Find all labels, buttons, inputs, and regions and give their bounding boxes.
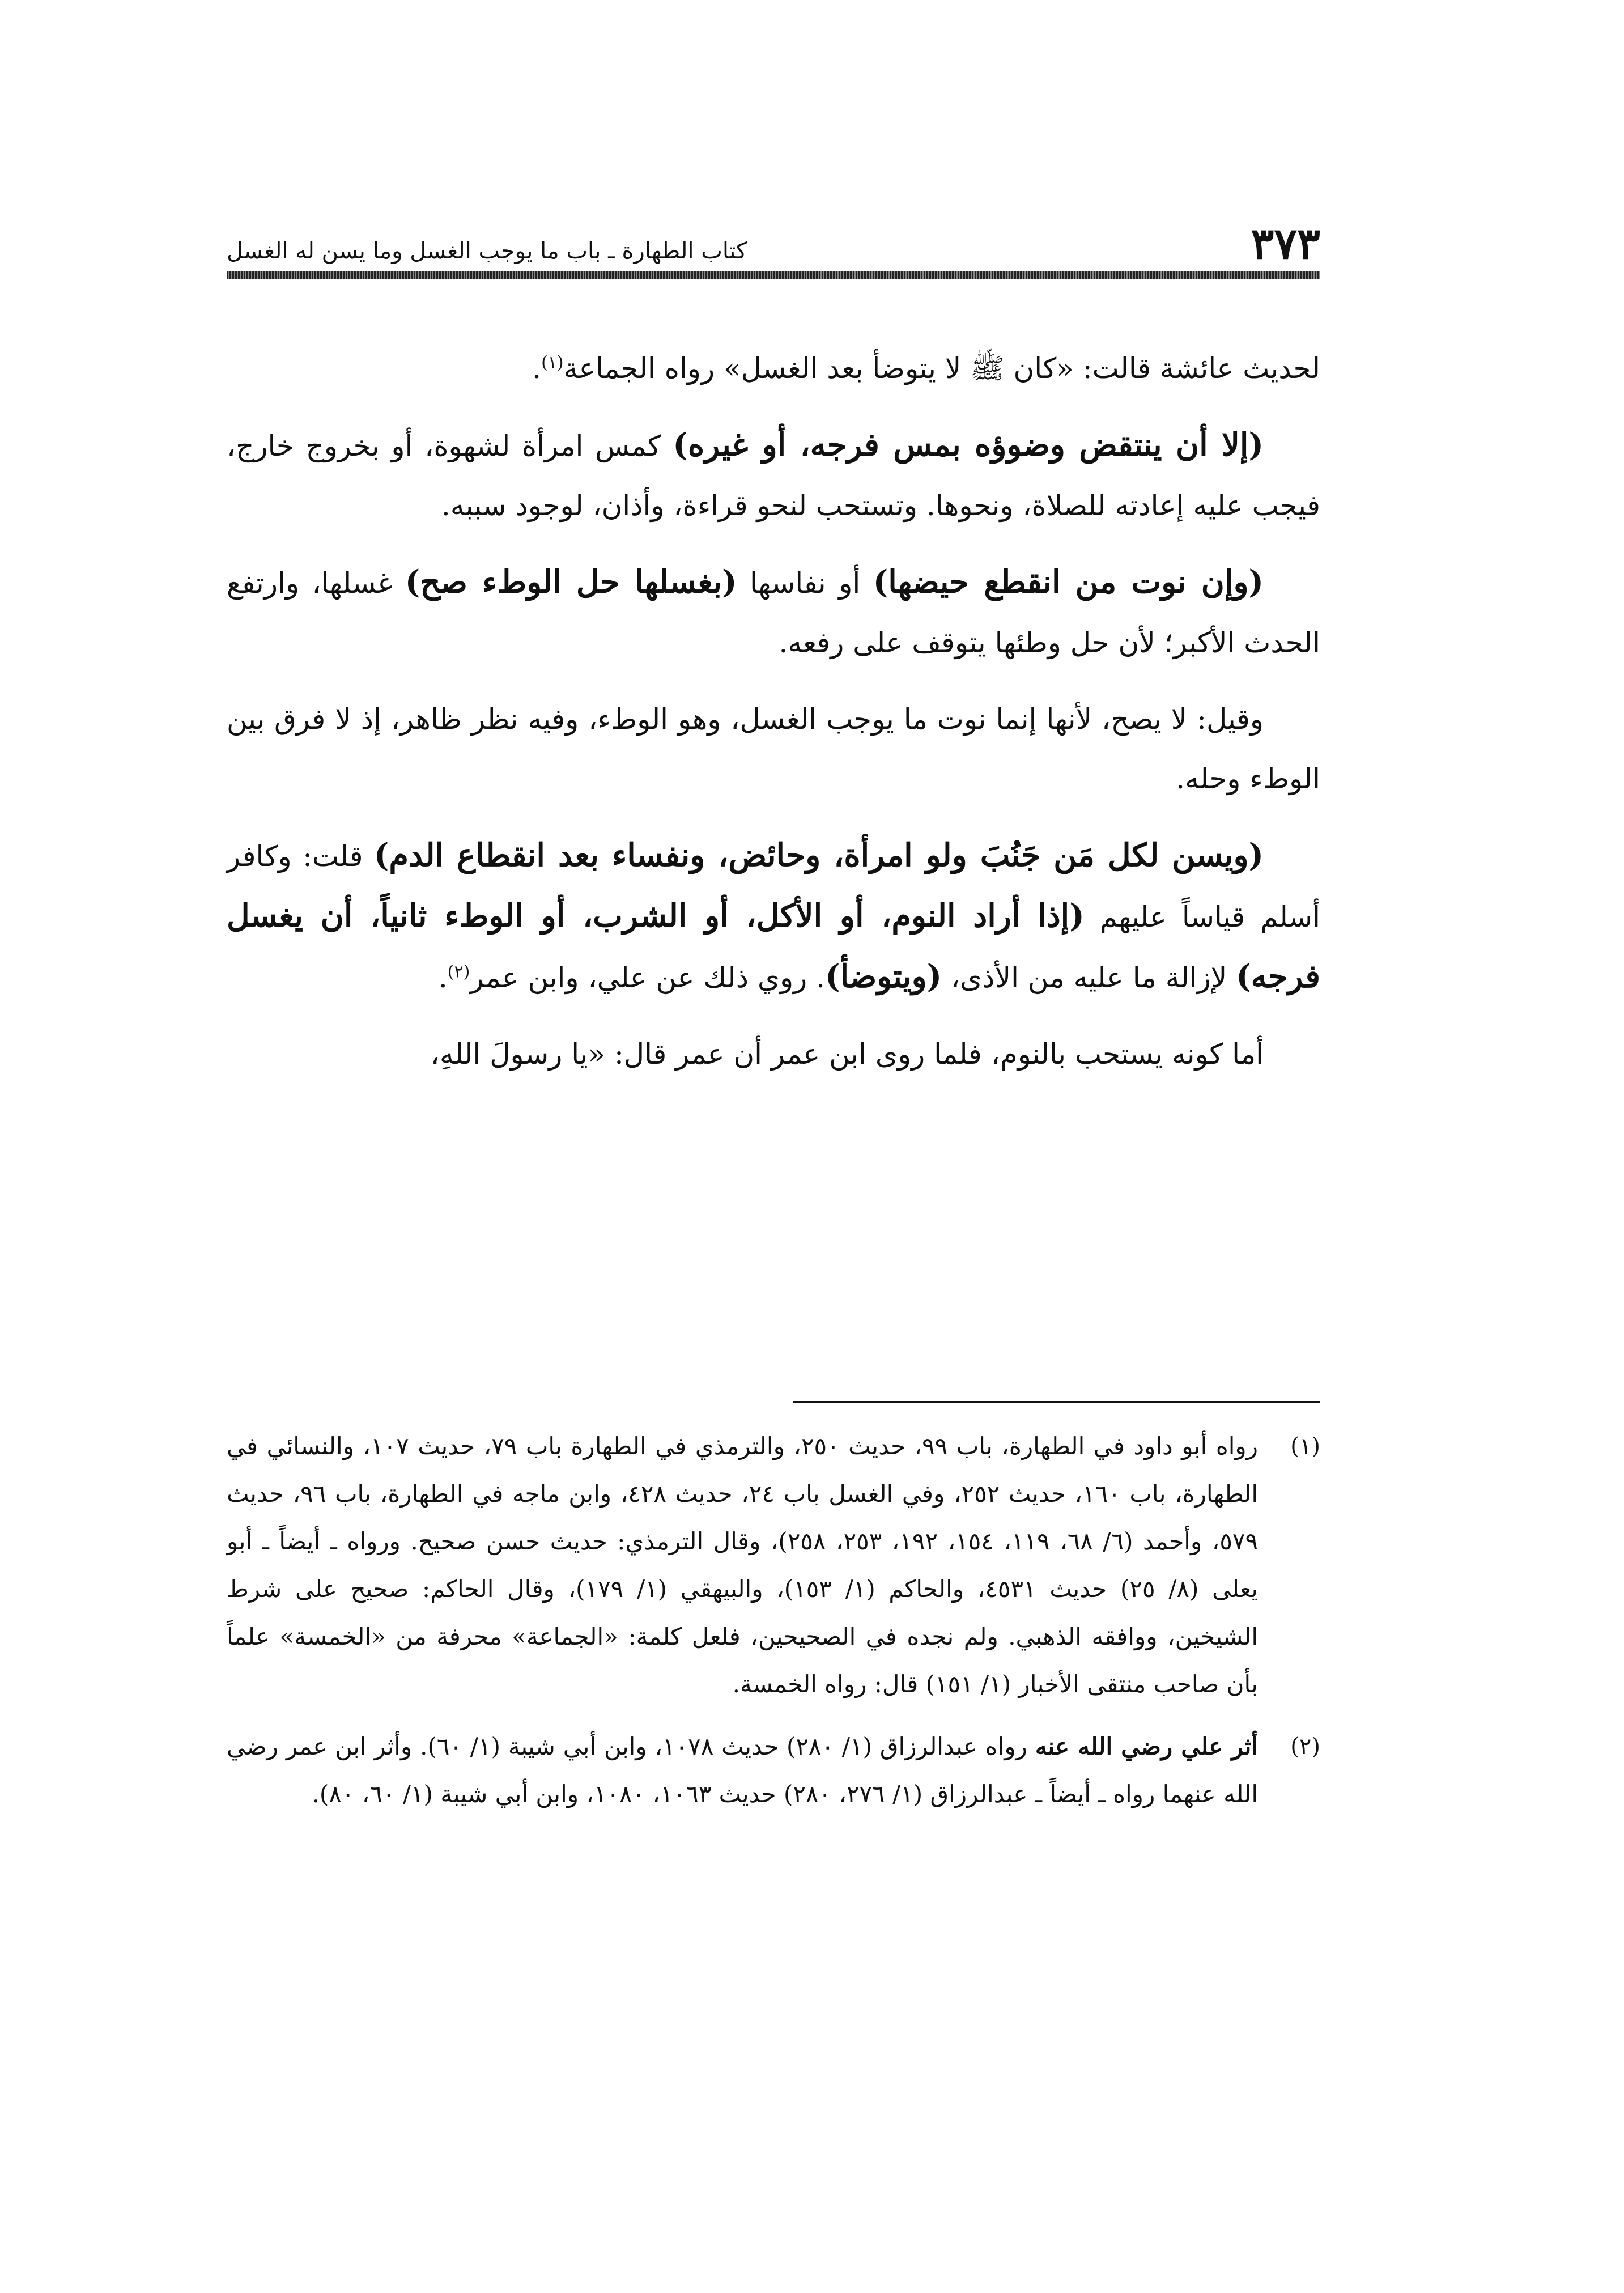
commentary-text: لإزالة ما عليه من الأذى، bbox=[942, 961, 1236, 994]
book-page bbox=[227, 215, 1320, 2171]
commentary-text: . روي ذلك عن علي، وابن عمر bbox=[470, 961, 826, 994]
commentary-text: كمس امرأة لشهوة، أو بخروج خارج، فيجب عليه إعادته للصلاة، ونحوها. وتستحب لنحو قراءة، وأذان، لوجود سببه. bbox=[227, 430, 1320, 522]
commentary-text: أما كونه يستحب بالنوم، فلما روى ابن عمر أن عمر قال: «يا رسولَ اللهِ، bbox=[430, 1038, 1264, 1071]
page-number: ٣٧٣ bbox=[1251, 218, 1320, 269]
matn-text: (وإن نوت من انقطع حيضها) bbox=[873, 563, 1264, 601]
footnote-body-text: رواه عبدالرزاق (١/ ٢٨٠) حديث ١٠٧٨، وابن أبي شيبة (١/ ٦٠). وأثر ابن عمر رضي الله عنهما رواه ـ أيضاً ـ عبدالرزاق (١/ ٢٧٦، ٢٨٠) حديث ١٠٦٣، ١٠٨٠، وابن أبي شيبة (١/ ٦٠، ٨٠). bbox=[227, 1733, 1258, 1808]
footnote-1 bbox=[227, 1422, 1320, 1708]
running-title: كتاب الطهارة ـ باب ما يوجب الغسل وما يسن له الغسل bbox=[227, 238, 747, 264]
footnote-text: رواه أبو داود في الطهارة، باب ٩٩، حديث ٢٥٠، والترمذي في الطهارة باب ٧٩، حديث ١٠٧، والنسائي في الطهارة، باب ١٦٠، حديث ٢٥٢، وفي الغسل باب ٢٤، حديث ٤٢٨، وابن ماجه في الطهارة، باب ٩٦، حديث ٥٧٩، وأحمد (٦/ ٦٨، ١١٩، ١٥٤، ١٩٢، ٢٥٣، ٢٥٨)، وقال الترمذي: حديث حسن صحيح. ورواه ـ أيضاً ـ أبو يعلى (٨/ ٢٥) حديث ٤٥٣١، والحاكم (١/ ١٥٣)، والبيهقي (١/ ١٧٩)، وقال الحاكم: صحيح على شرط الشيخين، ووافقه الذهبي. ولم نجده في الصحيحين، فلعل كلمة: «الجماعة» محرفة من «الخمسة» علماً بأن صاحب منتقى الأخبار (١/ ١٥١) قال: رواه الخمسة. bbox=[227, 1432, 1259, 1698]
paragraph-1-text: لحديث عائشة قالت: «كان ﷺ لا يتوضأ بعد الغسل» رواه الجماعة bbox=[563, 352, 1320, 385]
matn-text: (إذا أراد النوم، أو الأكل، أو الشرب، أو الوطء ثانياً، أن يغسل فرجه) bbox=[227, 897, 1320, 995]
footnote-divider bbox=[793, 1401, 1320, 1403]
footnote-number: (٢) bbox=[1290, 1734, 1320, 1760]
footnote-number: (١) bbox=[1290, 1433, 1320, 1459]
paragraph-3 bbox=[227, 553, 1320, 673]
paragraph-4 bbox=[227, 690, 1320, 809]
footnote-text bbox=[227, 1723, 1258, 1818]
paragraph-5 bbox=[227, 826, 1320, 1008]
commentary-text: غسلها، وارتفع الحدث الأكبر؛ لأن حل وطئها يتوقف على رفعه. bbox=[227, 567, 1320, 659]
matn-text: (ويتوضأ) bbox=[825, 958, 942, 995]
header-divider bbox=[227, 271, 1320, 279]
footnote-bold-text: أثر علي رضي الله عنه bbox=[1035, 1733, 1258, 1760]
paragraph-1 bbox=[227, 339, 1320, 398]
main-text bbox=[227, 339, 1320, 1101]
footnotes bbox=[227, 1422, 1320, 1833]
footnote-ref-1: (١) bbox=[541, 353, 564, 373]
footnote-2 bbox=[227, 1723, 1320, 1818]
paragraph-6 bbox=[227, 1025, 1320, 1084]
page-header bbox=[227, 215, 1320, 272]
footnote-ref-2: (٢) bbox=[447, 962, 470, 982]
commentary-text: قلت: وكافر أسلم قياساً عليهم bbox=[227, 840, 1320, 933]
paragraph-2 bbox=[227, 415, 1320, 536]
matn-text: (بغسلها حل الوطء صح) bbox=[405, 563, 737, 601]
paragraph-5-end: . bbox=[438, 961, 448, 994]
matn-text: (إلا أن ينتقض وضوؤه بمس فرجه، أو غيره) bbox=[673, 426, 1264, 464]
matn-text: (ويسن لكل مَن جَنُبَ ولو امرأة، وحائض، ونفساء بعد انقطاع الدم) bbox=[373, 836, 1264, 874]
commentary-text: وقيل: لا يصح، لأنها إنما نوت ما يوجب الغسل، وهو الوطء، وفيه نظر ظاهر، إذ لا فرق بين الوطء وحله. bbox=[227, 703, 1320, 795]
paragraph-1-end: . bbox=[532, 352, 542, 385]
commentary-text: أو نفاسها bbox=[737, 567, 873, 600]
